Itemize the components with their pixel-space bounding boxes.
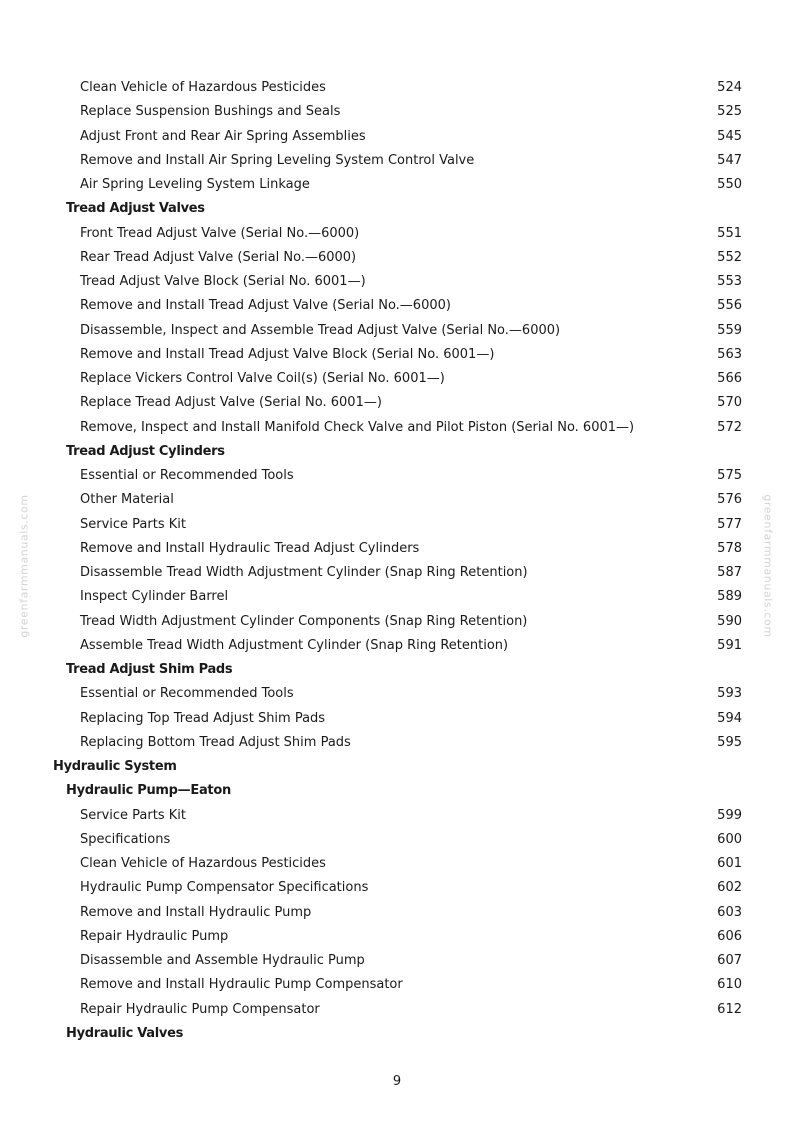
toc-entry-page: 594 bbox=[717, 710, 742, 726]
toc-entry-title: Essential or Recommended Tools bbox=[80, 686, 294, 702]
toc-section-heading[interactable] bbox=[0, 1022, 794, 1046]
toc-entry-title: Clean Vehicle of Hazardous Pesticides bbox=[80, 856, 326, 871]
toc-entry-page: 603 bbox=[717, 904, 742, 920]
toc-entry[interactable] bbox=[0, 731, 794, 755]
toc-entry-page: 599 bbox=[717, 807, 742, 823]
toc-entry[interactable] bbox=[0, 973, 794, 997]
toc-entry[interactable] bbox=[0, 149, 794, 173]
toc-entry-page: 612 bbox=[717, 1001, 742, 1017]
toc-entry[interactable] bbox=[0, 464, 794, 488]
toc-entry-title: Tread Adjust Cylinders bbox=[66, 443, 225, 459]
toc-entry[interactable] bbox=[0, 294, 794, 318]
toc-entry-page: 545 bbox=[717, 128, 742, 144]
toc-entry-title: Hydraulic Pump Compensator Specifications bbox=[80, 880, 369, 896]
toc-entry[interactable] bbox=[0, 125, 794, 149]
toc-entry-title: Hydraulic System bbox=[53, 759, 177, 774]
toc-entry[interactable] bbox=[0, 561, 794, 585]
toc-entry-title: Inspect Cylinder Barrel bbox=[80, 589, 229, 605]
table-of-contents bbox=[0, 76, 794, 1046]
toc-entry-title: Remove, Inspect and Install Manifold Check Valve and Pilot Piston (Serial No. 6001—) bbox=[80, 419, 635, 435]
toc-entry-page: 591 bbox=[717, 637, 742, 653]
toc-entry-title: Remove and Install Tread Adjust Valve (Serial No.—6000) bbox=[80, 298, 451, 314]
toc-entry-title: Replace Tread Adjust Valve (Serial No. 6001—) bbox=[80, 395, 382, 411]
toc-entry[interactable] bbox=[0, 270, 794, 294]
toc-entry[interactable] bbox=[0, 319, 794, 343]
toc-entry-title: Hydraulic Valves bbox=[66, 1025, 184, 1041]
toc-entry-title: Remove and Install Tread Adjust Valve Block (Serial No. 6001—) bbox=[80, 346, 495, 362]
toc-section-heading[interactable] bbox=[0, 779, 794, 803]
toc-entry-title: Replacing Bottom Tread Adjust Shim Pads bbox=[80, 734, 351, 750]
toc-entry-page: 593 bbox=[717, 686, 742, 702]
toc-entry[interactable] bbox=[0, 949, 794, 973]
toc-entry[interactable] bbox=[0, 804, 794, 828]
toc-entry-page: 595 bbox=[717, 734, 742, 750]
toc-entry-page: 563 bbox=[717, 346, 742, 362]
toc-entry-title: Disassemble and Assemble Hydraulic Pump bbox=[80, 953, 365, 968]
toc-entry-page: 551 bbox=[717, 225, 742, 241]
toc-entry-page: 556 bbox=[717, 298, 742, 314]
toc-entry-title: Replacing Top Tread Adjust Shim Pads bbox=[80, 710, 326, 726]
toc-entry-page: 547 bbox=[717, 152, 742, 168]
toc-entry-title: Other Material bbox=[80, 492, 174, 508]
toc-entry-page: 602 bbox=[717, 880, 742, 896]
toc-entry-page: 606 bbox=[717, 928, 742, 944]
toc-section-heading[interactable] bbox=[0, 440, 794, 464]
toc-entry-title: Adjust Front and Rear Air Spring Assemblies bbox=[80, 128, 366, 144]
toc-entry[interactable] bbox=[0, 876, 794, 900]
toc-entry-title: Disassemble Tread Width Adjustment Cylinder (Snap Ring Retention) bbox=[80, 565, 528, 580]
toc-entry-title: Remove and Install Hydraulic Pump bbox=[80, 904, 312, 920]
toc-entry-title: Front Tread Adjust Valve (Serial No.—6000) bbox=[80, 225, 360, 241]
toc-entry-page: 576 bbox=[717, 492, 742, 508]
toc-entry[interactable] bbox=[0, 634, 794, 658]
toc-entry-page: 559 bbox=[717, 322, 742, 338]
toc-entry-page: 610 bbox=[717, 977, 742, 993]
toc-entry[interactable] bbox=[0, 901, 794, 925]
toc-entry-title: Assemble Tread Width Adjustment Cylinder (Snap Ring Retention) bbox=[80, 637, 509, 653]
toc-entry-page: 550 bbox=[717, 177, 742, 192]
toc-entry-page: 589 bbox=[717, 589, 742, 605]
toc-section-heading[interactable] bbox=[0, 755, 794, 779]
toc-entry-page: 552 bbox=[717, 249, 742, 265]
toc-section-heading[interactable] bbox=[0, 197, 794, 221]
toc-entry-title: Air Spring Leveling System Linkage bbox=[80, 177, 310, 192]
toc-entry-page: 577 bbox=[717, 516, 742, 532]
toc-entry[interactable] bbox=[0, 100, 794, 124]
toc-entry[interactable] bbox=[0, 246, 794, 270]
toc-entry-title: Tread Width Adjustment Cylinder Components (Snap Ring Retention) bbox=[80, 613, 528, 629]
toc-entry-title: Disassemble, Inspect and Assemble Tread Adjust Valve (Serial No.—6000) bbox=[80, 322, 561, 338]
toc-entry-title: Specifications bbox=[80, 831, 171, 847]
toc-entry-page: 607 bbox=[717, 953, 742, 968]
toc-entry[interactable] bbox=[0, 488, 794, 512]
toc-entry[interactable] bbox=[0, 537, 794, 561]
toc-entry[interactable] bbox=[0, 391, 794, 415]
toc-entry-title: Repair Hydraulic Pump bbox=[80, 928, 229, 944]
toc-entry[interactable] bbox=[0, 367, 794, 391]
toc-entry-page: 575 bbox=[717, 468, 742, 483]
toc-entry-page: 570 bbox=[717, 395, 742, 411]
toc-entry[interactable] bbox=[0, 513, 794, 537]
toc-entry-page: 601 bbox=[717, 856, 742, 871]
toc-entry-page: 566 bbox=[717, 371, 742, 386]
toc-entry[interactable] bbox=[0, 222, 794, 246]
toc-entry-title: Replace Suspension Bushings and Seals bbox=[80, 104, 341, 120]
watermark-right: greenfarmmanuals.com bbox=[761, 494, 775, 638]
toc-entry-title: Tread Adjust Shim Pads bbox=[66, 662, 233, 677]
toc-entry-title: Remove and Install Hydraulic Tread Adjust Cylinders bbox=[80, 540, 420, 556]
toc-entry[interactable] bbox=[0, 585, 794, 609]
toc-entry-page: 587 bbox=[717, 565, 742, 580]
toc-entry[interactable] bbox=[0, 76, 794, 100]
toc-entry-title: Clean Vehicle of Hazardous Pesticides bbox=[80, 80, 326, 95]
watermark-left: greenfarmmanuals.com bbox=[17, 494, 31, 638]
page-number: 9 bbox=[392, 1074, 402, 1089]
toc-entry[interactable] bbox=[0, 925, 794, 949]
toc-entry-page: 572 bbox=[717, 419, 742, 435]
toc-entry-title: Service Parts Kit bbox=[80, 807, 186, 823]
toc-entry[interactable] bbox=[0, 173, 794, 197]
toc-entry-page: 525 bbox=[717, 104, 742, 120]
toc-entry-title: Essential or Recommended Tools bbox=[80, 468, 294, 483]
toc-entry-title: Tread Adjust Valve Block (Serial No. 6001—) bbox=[80, 274, 366, 289]
toc-entry[interactable] bbox=[0, 343, 794, 367]
toc-entry[interactable] bbox=[0, 998, 794, 1022]
toc-entry-title: Replace Vickers Control Valve Coil(s) (Serial No. 6001—) bbox=[80, 371, 445, 386]
toc-entry-title: Repair Hydraulic Pump Compensator bbox=[80, 1001, 320, 1017]
toc-entry-title: Remove and Install Air Spring Leveling System Control Valve bbox=[80, 152, 475, 168]
toc-entry[interactable] bbox=[0, 828, 794, 852]
toc-entry[interactable] bbox=[0, 610, 794, 634]
toc-entry-title: Service Parts Kit bbox=[80, 516, 186, 532]
toc-entry[interactable] bbox=[0, 852, 794, 876]
toc-entry[interactable] bbox=[0, 707, 794, 731]
toc-entry-page: 600 bbox=[717, 831, 742, 847]
toc-entry-page: 524 bbox=[717, 80, 742, 95]
toc-entry-title: Remove and Install Hydraulic Pump Compensator bbox=[80, 977, 403, 993]
toc-entry-title: Hydraulic Pump—Eaton bbox=[66, 783, 231, 799]
toc-entry-title: Rear Tread Adjust Valve (Serial No.—6000) bbox=[80, 249, 357, 265]
toc-entry-title: Tread Adjust Valves bbox=[66, 201, 205, 217]
toc-section-heading[interactable] bbox=[0, 658, 794, 682]
toc-entry-page: 590 bbox=[717, 613, 742, 629]
toc-entry[interactable] bbox=[0, 416, 794, 440]
toc-entry[interactable] bbox=[0, 682, 794, 706]
toc-entry-page: 578 bbox=[717, 540, 742, 556]
toc-entry-page: 553 bbox=[717, 274, 742, 289]
